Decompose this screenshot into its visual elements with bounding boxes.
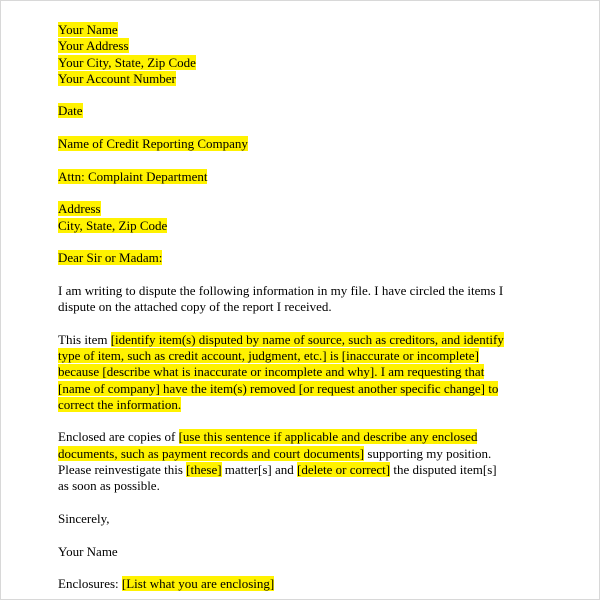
date-block — [58, 103, 548, 119]
letter-date: Date — [58, 103, 83, 119]
para2-l4-highlight: [name of company] have the item(s) removed [or request another specific change] to — [58, 380, 499, 396]
para3-l2-text: supporting my position. — [364, 445, 492, 461]
para2-l1-text: This item — [58, 331, 111, 347]
sender-block — [58, 22, 548, 87]
attn-block — [58, 169, 548, 185]
para2-l2-highlight: type of item, such as credit account, judgment, etc.] — [58, 347, 327, 363]
recipient-address: Address — [58, 201, 101, 217]
para2-l3-highlight: because [describe what is inaccurate or incomplete and why]. I am requesting that — [58, 364, 485, 380]
para2-l2-highlight-b: is [inaccurate or incomplete] — [326, 347, 479, 363]
sender-city-state-zip: Your City, State, Zip Code — [58, 54, 196, 70]
recipient-address-block — [58, 201, 548, 234]
para3-l3-text-a: Please reinvestigate this — [58, 462, 187, 478]
closing-block — [58, 511, 548, 527]
sender-name: Your Name — [58, 22, 118, 37]
paragraph-disputed-item — [58, 332, 548, 413]
sender-account-number: Your Account Number — [58, 70, 176, 86]
recipient-company-block — [58, 136, 548, 152]
signature-name: Your Name — [58, 543, 118, 559]
para1-line2: dispute on the attached copy of the report I received. — [58, 299, 332, 315]
closing: Sincerely, — [58, 510, 110, 526]
para3-l1-highlight: [use this sentence if applicable and describe any enclosed — [178, 429, 478, 445]
recipient-city-state-zip: City, State, Zip Code — [58, 217, 168, 233]
para2-l5-highlight: correct the information. — [58, 396, 182, 412]
sender-address: Your Address — [58, 38, 129, 54]
enclosures-label: Enclosures: — [58, 576, 122, 592]
recipient-attn: Attn: Complaint Department — [58, 168, 208, 184]
para3-l4-text: as soon as possible. — [58, 478, 160, 494]
para3-l3-highlight-these: [these] — [186, 462, 222, 478]
paragraph-enclosed-copies — [58, 429, 548, 494]
dispute-letter — [58, 22, 548, 592]
recipient-company: Name of Credit Reporting Company — [58, 136, 248, 152]
salutation-block — [58, 250, 548, 266]
para3-l3-highlight-delete: [delete or correct] — [297, 462, 391, 478]
para3-l3-text-e: the disputed item[s] — [390, 462, 497, 478]
salutation: Dear Sir or Madam: — [58, 250, 163, 266]
para1-line1: I am writing to dispute the following information in my file. I have circled the items I — [58, 282, 504, 298]
para3-l1-text: Enclosed are copies of — [58, 429, 179, 445]
para2-l1-highlight: [identify item(s) disputed by name of source, such as creditors, and identify — [110, 331, 504, 347]
enclosures-block — [58, 576, 548, 592]
para3-l2-highlight: documents, such as payment records and court documents] — [58, 445, 365, 461]
paragraph-dispute-intro — [58, 283, 548, 316]
para3-l3-text-c: matter[s] and — [221, 462, 297, 478]
enclosures-value: [List what you are enclosing] — [121, 576, 275, 592]
signature-block — [58, 544, 548, 560]
